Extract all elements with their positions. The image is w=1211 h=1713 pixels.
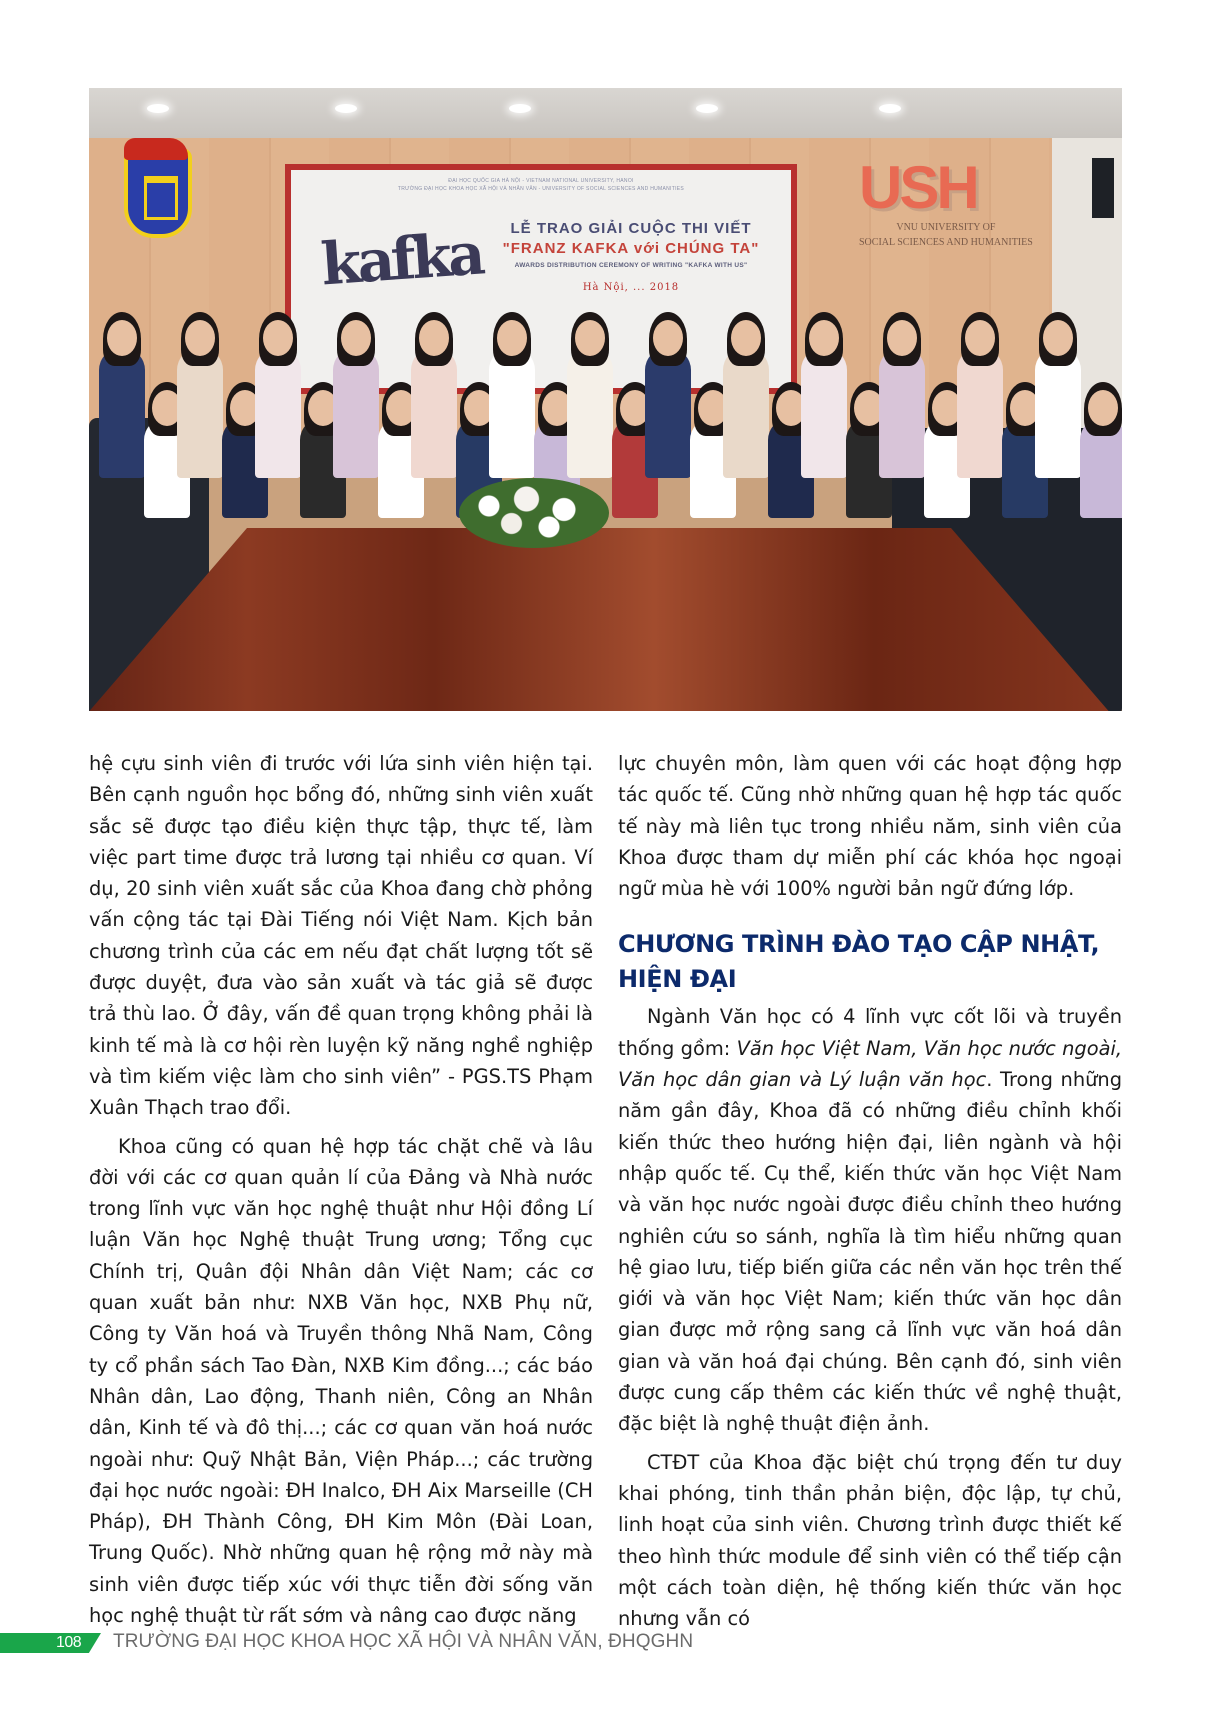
person-figure	[411, 348, 457, 478]
paragraph: hệ cựu sinh viên đi trước với lứa sinh viên hiện tại. Bên cạnh nguồn học bổng đó, những sinh viên xuất sắc sẽ được tạo điều kiện thực tập, thực tế, làm việc part time được trả lương tại nhiều cơ quan. Ví dụ, 20 sinh viên xuất sắc của Khoa đang chờ phỏng vấn cộng tác tại Đài Tiếng nói Việt Nam. Kịch bản chương trình của các em nếu đạt chất lượng tốt sẽ được duyệt, đưa vào sản xuất và tác giả sẽ được trả thù lao. Ở đây, vấn đề quan trọng không phải là kinh tế mà là cơ hội rèn luyện kỹ năng nghề nghiệp và tìm kiếm việc làm cho sinh viên” - PGS.TS Phạm Xuân Thạch trao đổi.	[89, 752, 593, 1120]
ceiling-light	[696, 104, 718, 113]
person-face	[497, 320, 527, 356]
ceiling-light	[147, 104, 169, 113]
group-of-people	[89, 288, 1122, 518]
paragraph-text: Ngành Văn học có 4 lĩnh vực cốt lõi và truyền thống gồm:	[618, 1005, 1122, 1060]
person-figure	[567, 348, 613, 478]
person-figure	[1035, 348, 1081, 478]
ceiling-light	[335, 104, 357, 113]
ush-logo-mark: USH	[859, 154, 977, 221]
person-figure	[99, 348, 145, 478]
photo-ceiling	[89, 88, 1122, 138]
section-heading: CHƯƠNG TRÌNH ĐÀO TẠO CẬP NHẬT, HIỆN ĐẠI	[618, 930, 1100, 994]
running-footer-title: TRƯỜNG ĐẠI HỌC KHOA HỌC XÃ HỘI VÀ NHÂN VĂN, ĐHQGHN	[113, 1631, 694, 1652]
banner-kafka-logo: kafka	[318, 219, 484, 299]
ush-logo-line-2: SOCIAL SCIENCES AND HUMANITIES	[859, 237, 1033, 248]
person-face	[575, 320, 605, 356]
ush-logo-line-1: VNU UNIVERSITY OF	[896, 222, 996, 233]
university-crest-icon	[124, 148, 192, 238]
paragraph-text: . Trong những năm gần đây, Khoa đã có những điều chỉnh khối kiến thức theo hướng hiện đại, liên ngành và hội nhập quốc tế. Cụ thể, kiến thức văn học Việt Nam và văn học nước ngoài được điều chỉnh theo hướng nghiên cứu so sánh, nghĩa là tìm hiểu những quan hệ giao lưu, tiếp biến giữa các nền văn học trên thế giới và văn học Việt Nam; kiến thức văn học dân gian được mở rộng sang cả lĩnh vực văn hoá dân gian và văn hoá đại chúng. Bên cạnh đó, sinh viên được cung cấp thêm các kiến thức về nghệ thuật, đặc biệt là nghệ thuật điện ảnh.	[618, 1068, 1122, 1436]
person-face	[341, 320, 371, 356]
banner-header-line-1: ĐẠI HỌC QUỐC GIA HÀ NỘI - VIETNAM NATIONAL UNIVERSITY, HANOI	[448, 178, 634, 184]
banner-title-line-1: LỄ TRAO GIẢI CUỘC THI VIẾT	[510, 220, 752, 237]
person-face	[107, 320, 137, 356]
banner-subtitle: AWARDS DISTRIBUTION CEREMONY OF WRITING "KAFKA WITH US"	[514, 262, 748, 269]
person-figure	[801, 348, 847, 478]
person-face	[965, 320, 995, 356]
person-face	[887, 320, 917, 356]
banner-title-line-2: "FRANZ KAFKA với CHÚNG TA"	[502, 240, 760, 257]
ush-wall-logo	[859, 154, 1033, 248]
person-face	[263, 320, 293, 356]
crest-gate-icon	[144, 176, 178, 220]
person-figure	[957, 348, 1003, 478]
paragraph	[618, 1001, 1122, 1439]
paragraph-italic-text: Văn học Việt Nam, Văn học nước ngoài, Văn học dân gian và Lý luận văn học	[618, 1036, 1122, 1092]
person-figure	[333, 348, 379, 478]
person-face	[653, 320, 683, 356]
person-figure	[489, 348, 535, 478]
person-figure	[645, 348, 691, 478]
flower-bouquet	[459, 478, 609, 548]
person-figure	[723, 348, 769, 478]
paragraph: lực chuyên môn, làm quen với các hoạt động hợp tác quốc tế. Cũng nhờ những quan hệ hợp tác quốc tế này mà liên tục trong nhiều năm, sinh viên của Khoa được tham dự miễn phí các khóa học ngoại ngữ mùa hè với 100% người bản ngữ đứng lớp.	[618, 752, 1122, 901]
person-face	[809, 320, 839, 356]
ceiling-light	[509, 104, 531, 113]
page-number: 108	[56, 1634, 82, 1651]
person-face	[1043, 320, 1073, 356]
ceremony-group-photo	[89, 88, 1122, 711]
person-face	[731, 320, 761, 356]
paragraph: CTĐT của Khoa đặc biệt chú trọng đến tư duy khai phóng, tinh thần phản biện, độc lập, tự chủ, linh hoạt của sinh viên. Chương trình được thiết kế theo hình thức module để sinh viên có thể tiếp cận một cách toàn diện, hệ thống kiến thức văn học nhưng vẫn có	[618, 1450, 1122, 1631]
person-figure	[177, 348, 223, 478]
article-column-right	[618, 748, 1122, 1634]
person-face	[185, 320, 215, 356]
paragraph: Khoa cũng có quan hệ hợp tác chặt chẽ và lâu đời với các cơ quan quản lí của Đảng và Nhà nước trong lĩnh vực văn học nghệ thuật như Hội đồng Lí luận Văn học Nghệ thuật Trung ương; Tổng cục Chính trị, Quân đội Nhân dân Việt Nam; các cơ quan xuất bản như: NXB Văn học, NXB Phụ nữ, Công ty Văn hoá và Truyền thông Nhã Nam, Công ty cổ phần sách Tao Đàn, NXB Kim đồng...; các báo Nhân dân, Lao động, Thanh niên, Công an Nhân dân, Kinh tế và đô thị...; các cơ quan văn hoá nước ngoài như: Quỹ Nhật Bản, Viện Pháp...; các trường đại học nước ngoài: ĐH Inalco, ĐH Aix Marseille (CH Pháp), ĐH Thành Công, ĐH Kim Môn (Đài Loan, Trung Quốc). Nhờ những quan hệ rộng mở này mà sinh viên được tiếp xúc với thực tiễn đời sống văn học nghệ thuật từ rất sớm và nâng cao được năng	[89, 1134, 593, 1628]
person-figure	[255, 348, 301, 478]
banner-date: Hà Nội, ... 2018	[582, 282, 680, 293]
article-column-left	[89, 748, 593, 1631]
person-face	[419, 320, 449, 356]
banner-header-line-2: TRƯỜNG ĐẠI HỌC KHOA HỌC XÃ HỘI VÀ NHÂN VĂN - UNIVERSITY OF SOCIAL SCIENCES AND HUMANITIES	[397, 186, 685, 192]
wall-speaker	[1092, 158, 1114, 218]
conference-table	[89, 528, 1122, 711]
person-face	[1088, 390, 1118, 426]
person-figure	[879, 348, 925, 478]
ceiling-light	[879, 104, 901, 113]
